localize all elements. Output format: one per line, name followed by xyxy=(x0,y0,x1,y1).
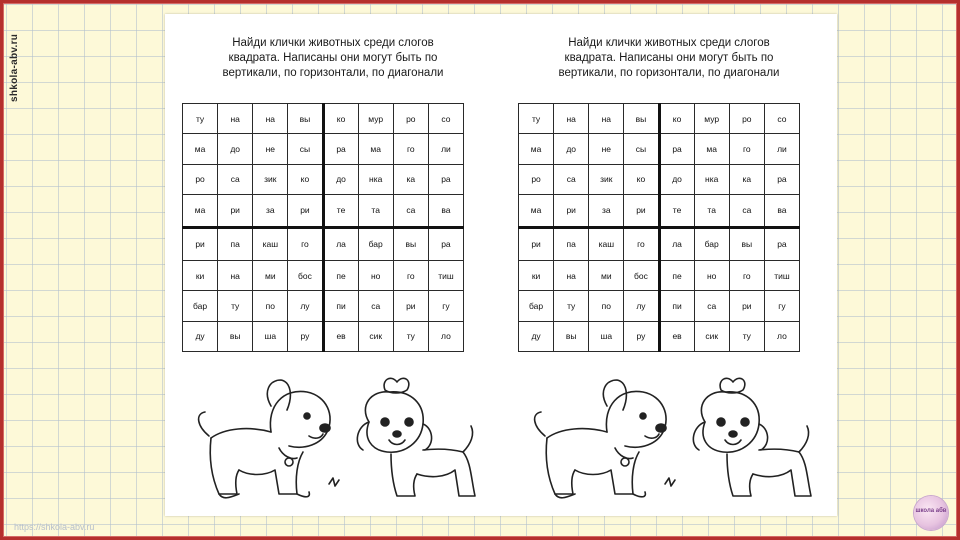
grid-cell: ра xyxy=(659,134,694,164)
grid-cell: ко xyxy=(323,104,358,134)
grid-cell: ко xyxy=(624,164,659,194)
instruction-line: вертикали, по горизонтали, по диагонали xyxy=(558,67,780,79)
grid-cell: вы xyxy=(729,227,764,260)
grid-cell: бар xyxy=(694,227,729,260)
grid-row xyxy=(183,134,464,164)
grid-cell: каш xyxy=(253,227,288,260)
grid-cell: не xyxy=(589,134,624,164)
dogs-illustration xyxy=(515,366,815,506)
grid-cell: но xyxy=(694,261,729,291)
grid-cell: гу xyxy=(764,291,799,321)
grid-cell: ту xyxy=(218,291,253,321)
grid-cell: са xyxy=(729,194,764,227)
grid-cell: по xyxy=(589,291,624,321)
grid-cell: ка xyxy=(393,164,428,194)
bottom-url-watermark: https://shkola-abv.ru xyxy=(14,522,95,532)
grid-cell: ла xyxy=(323,227,358,260)
grid-cell: зик xyxy=(253,164,288,194)
grid-cell: го xyxy=(729,134,764,164)
grid-cell: на xyxy=(554,104,589,134)
dogs-illustration xyxy=(179,366,479,506)
syllable-grid xyxy=(182,103,464,352)
grid-cell: па xyxy=(554,227,589,260)
grid-cell: ев xyxy=(659,321,694,351)
grid-row xyxy=(183,261,464,291)
puppy-left-image xyxy=(535,380,675,498)
grid-cell: ро xyxy=(729,104,764,134)
grid-cell: ма xyxy=(183,134,218,164)
grid-row xyxy=(519,321,800,351)
grid-cell: сы xyxy=(288,134,323,164)
grid-cell: ко xyxy=(659,104,694,134)
grid-cell: нка xyxy=(358,164,393,194)
grid-cell: са xyxy=(358,291,393,321)
grid-cell: ми xyxy=(253,261,288,291)
grid-cell: тиш xyxy=(428,261,463,291)
grid-cell: но xyxy=(358,261,393,291)
grid-cell: нка xyxy=(694,164,729,194)
grid-cell: на xyxy=(218,104,253,134)
worksheet xyxy=(165,14,837,516)
grid-cell: ру xyxy=(288,321,323,351)
puppy-left-image xyxy=(199,380,339,498)
grid-cell: ки xyxy=(519,261,554,291)
worksheet-page-left xyxy=(165,14,501,516)
grid-cell: со xyxy=(428,104,463,134)
grid-row xyxy=(519,227,800,260)
grid-cell: лу xyxy=(288,291,323,321)
site-watermark: shkola-abv.ru xyxy=(9,33,20,102)
grid-cell: ри xyxy=(288,194,323,227)
grid-cell: вы xyxy=(288,104,323,134)
grid-cell: ла xyxy=(659,227,694,260)
grid-cell: на xyxy=(218,261,253,291)
grid-cell: ли xyxy=(764,134,799,164)
grid-cell: ри xyxy=(393,291,428,321)
grid-cell: го xyxy=(624,227,659,260)
grid-cell: те xyxy=(659,194,694,227)
grid-cell: вы xyxy=(218,321,253,351)
puppy-right-image xyxy=(693,378,811,496)
grid-cell: ту xyxy=(393,321,428,351)
grid-cell: ду xyxy=(519,321,554,351)
grid-cell: го xyxy=(288,227,323,260)
grid-cell: зик xyxy=(589,164,624,194)
grid-cell: бар xyxy=(519,291,554,321)
grid-cell: ма xyxy=(519,134,554,164)
grid-cell: пе xyxy=(323,261,358,291)
grid-row xyxy=(519,134,800,164)
grid-row xyxy=(183,291,464,321)
grid-cell: са xyxy=(218,164,253,194)
grid-cell: ра xyxy=(428,164,463,194)
grid-cell: са xyxy=(554,164,589,194)
grid-row xyxy=(183,321,464,351)
grid-cell: мур xyxy=(694,104,729,134)
grid-cell: до xyxy=(218,134,253,164)
grid-cell: го xyxy=(393,134,428,164)
grid-cell: ло xyxy=(764,321,799,351)
grid-cell: бар xyxy=(183,291,218,321)
grid-cell: ша xyxy=(589,321,624,351)
puppy-right-image xyxy=(357,378,475,496)
grid-cell: ев xyxy=(323,321,358,351)
grid-cell: бос xyxy=(624,261,659,291)
grid-cell: тиш xyxy=(764,261,799,291)
grid-cell: ри xyxy=(218,194,253,227)
worksheet-page-right xyxy=(501,14,837,516)
grid-cell: ли xyxy=(428,134,463,164)
syllable-grid xyxy=(518,103,800,352)
grid-cell: ри xyxy=(183,227,218,260)
grid-cell: ма xyxy=(694,134,729,164)
grid-cell: ки xyxy=(183,261,218,291)
grid-cell: бар xyxy=(358,227,393,260)
grid-row xyxy=(183,194,464,227)
grid-cell: пи xyxy=(659,291,694,321)
grid-cell: сик xyxy=(358,321,393,351)
grid-cell: на xyxy=(589,104,624,134)
grid-cell: гу xyxy=(428,291,463,321)
grid-cell: бос xyxy=(288,261,323,291)
grid-row xyxy=(183,227,464,260)
grid-cell: со xyxy=(764,104,799,134)
instruction-text xyxy=(519,36,819,81)
school-logo xyxy=(914,496,948,530)
grid-cell: лу xyxy=(624,291,659,321)
grid-cell: ра xyxy=(323,134,358,164)
grid-cell: ко xyxy=(288,164,323,194)
grid-cell: вы xyxy=(554,321,589,351)
grid-cell: ва xyxy=(764,194,799,227)
instruction-line: Найди клички животных среди слогов xyxy=(568,37,770,49)
grid-cell: на xyxy=(253,104,288,134)
grid-cell: ро xyxy=(183,164,218,194)
grid-row xyxy=(183,164,464,194)
grid-cell: ра xyxy=(764,164,799,194)
grid-cell: ра xyxy=(428,227,463,260)
grid-row xyxy=(519,261,800,291)
instruction-line: вертикали, по горизонтали, по диагонали xyxy=(222,67,444,79)
grid-cell: та xyxy=(694,194,729,227)
grid-row xyxy=(183,104,464,134)
grid-cell: ро xyxy=(393,104,428,134)
grid-cell: до xyxy=(554,134,589,164)
grid-cell: те xyxy=(323,194,358,227)
grid-cell: ма xyxy=(358,134,393,164)
grid-cell: ру xyxy=(624,321,659,351)
grid-cell: ра xyxy=(764,227,799,260)
grid-cell: ту xyxy=(183,104,218,134)
grid-row xyxy=(519,104,800,134)
grid-cell: сы xyxy=(624,134,659,164)
grid-row xyxy=(519,194,800,227)
instruction-line: квадрата. Написаны они могут быть по xyxy=(228,52,438,64)
grid-cell: за xyxy=(589,194,624,227)
grid-cell: пе xyxy=(659,261,694,291)
instruction-line: Найди клички животных среди слогов xyxy=(232,37,434,49)
grid-cell: ту xyxy=(729,321,764,351)
grid-cell: ка xyxy=(729,164,764,194)
grid-cell: ду xyxy=(183,321,218,351)
grid-cell: ри xyxy=(519,227,554,260)
grid-cell: мур xyxy=(358,104,393,134)
grid-cell: ва xyxy=(428,194,463,227)
grid-cell: до xyxy=(659,164,694,194)
grid-cell: ма xyxy=(519,194,554,227)
grid-cell: ту xyxy=(519,104,554,134)
grid-cell: не xyxy=(253,134,288,164)
grid-cell: ро xyxy=(519,164,554,194)
grid-cell: са xyxy=(393,194,428,227)
grid-cell: пи xyxy=(323,291,358,321)
grid-row xyxy=(519,164,800,194)
instruction-text xyxy=(183,36,483,81)
grid-cell: ло xyxy=(428,321,463,351)
grid-cell: вы xyxy=(624,104,659,134)
grid-cell: па xyxy=(218,227,253,260)
grid-cell: ри xyxy=(624,194,659,227)
grid-row xyxy=(519,291,800,321)
grid-cell: сик xyxy=(694,321,729,351)
grid-cell: ми xyxy=(589,261,624,291)
grid-cell: за xyxy=(253,194,288,227)
grid-cell: та xyxy=(358,194,393,227)
instruction-line: квадрата. Написаны они могут быть по xyxy=(564,52,774,64)
grid-cell: до xyxy=(323,164,358,194)
grid-cell: вы xyxy=(393,227,428,260)
grid-cell: го xyxy=(729,261,764,291)
grid-cell: по xyxy=(253,291,288,321)
grid-cell: ма xyxy=(183,194,218,227)
grid-cell: на xyxy=(554,261,589,291)
grid-cell: ри xyxy=(554,194,589,227)
grid-cell: ша xyxy=(253,321,288,351)
grid-cell: каш xyxy=(589,227,624,260)
grid-cell: ту xyxy=(554,291,589,321)
grid-cell: го xyxy=(393,261,428,291)
logo-text: школа абв xyxy=(915,508,947,514)
grid-cell: са xyxy=(694,291,729,321)
grid-cell: ри xyxy=(729,291,764,321)
